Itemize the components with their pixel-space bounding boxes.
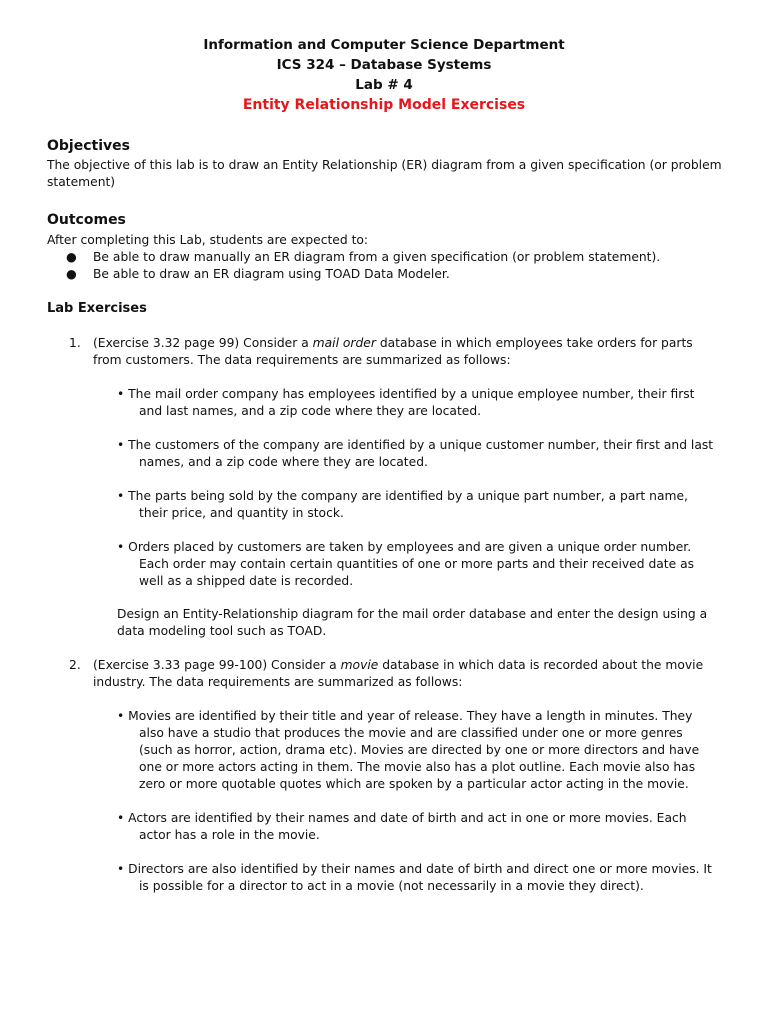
outcomes-intro: After completing this Lab, students are expected to: xyxy=(47,233,369,247)
requirement-text: • Orders placed by customers are taken by employees and are given a unique order number. Each order may contain certain quantities of one or more parts and their received date as well as a shipped date is recorded. xyxy=(117,540,695,588)
requirement-item xyxy=(117,386,715,420)
exercise-number: 2. xyxy=(69,658,81,672)
requirement-item xyxy=(117,488,715,522)
outcome-text: Be able to draw an ER diagram using TOAD Data Modeler. xyxy=(93,267,450,281)
requirement-text: • The mail order company has employees identified by a unique employee number, their first and last names, and a zip code where they are located. xyxy=(117,387,695,418)
outcomes-heading: Outcomes xyxy=(47,212,126,228)
objectives-heading: Objectives xyxy=(47,138,130,154)
design-instruction: Design an Entity-Relationship diagram for the mail order database and enter the design using a data modeling tool such as TOAD. xyxy=(117,607,708,638)
bullet-icon: ● xyxy=(66,267,77,281)
exercise-intro xyxy=(93,335,721,369)
exercise-intro xyxy=(93,657,721,691)
lab-number: Lab # 4 xyxy=(355,77,413,93)
requirement-text: • Movies are identified by their title and year of release. They have a length in minutes. They also have a studio that produces the movie and are classified under one or more genres (such as horror, action, drama etc). Movies are directed by one or more directors and have one or more actors acting in them. The movie also has a plot outline. Each movie also has zero or more quotable quotes which are spoken by a particular actor acting in the movie. xyxy=(117,709,700,791)
department-heading: Information and Computer Science Department xyxy=(203,37,565,53)
objectives-text: The objective of this lab is to draw an Entity Relationship (ER) diagram from a given specification (or problem statement) xyxy=(47,158,722,189)
bullet-icon: ● xyxy=(66,250,77,264)
intro-text: (Exercise 3.33 page 99-100) Consider a xyxy=(93,658,341,672)
exercise-number: 1. xyxy=(69,336,81,350)
document-title: Entity Relationship Model Exercises xyxy=(242,97,526,113)
requirement-item xyxy=(117,708,715,793)
requirement-text: • The customers of the company are identified by a unique customer number, their first and last names, and a zip code where they are located. xyxy=(117,438,714,469)
course-heading: ICS 324 – Database Systems xyxy=(276,57,492,73)
requirement-item xyxy=(117,437,715,471)
emphasis-text: mail order xyxy=(312,336,376,350)
lab-exercises-heading: Lab Exercises xyxy=(47,301,147,316)
requirement-item xyxy=(117,861,715,895)
requirement-text: • Actors are identified by their names and date of birth and act in one or more movies. Each actor has a role in the movie. xyxy=(117,811,687,842)
intro-text: database in which employees take orders for parts from customers. The data requirements are summarized as follows: xyxy=(93,336,693,367)
requirement-text: • Directors are also identified by their names and date of birth and direct one or more movies. It is possible for a director to act in a movie (not necessarily in a movie they direct). xyxy=(117,862,712,893)
outcome-text: Be able to draw manually an ER diagram from a given specification (or problem statement). xyxy=(93,250,661,264)
emphasis-text: movie xyxy=(340,658,379,672)
requirement-item xyxy=(117,810,715,844)
intro-text: database in which data is recorded about the movie industry. The data requirements are summarized as follows: xyxy=(93,658,704,689)
intro-text: (Exercise 3.32 page 99) Consider a xyxy=(93,336,313,350)
requirement-item xyxy=(117,539,715,590)
requirement-text: • The parts being sold by the company are identified by a unique part number, a part name, their price, and quantity in stock. xyxy=(117,489,688,520)
